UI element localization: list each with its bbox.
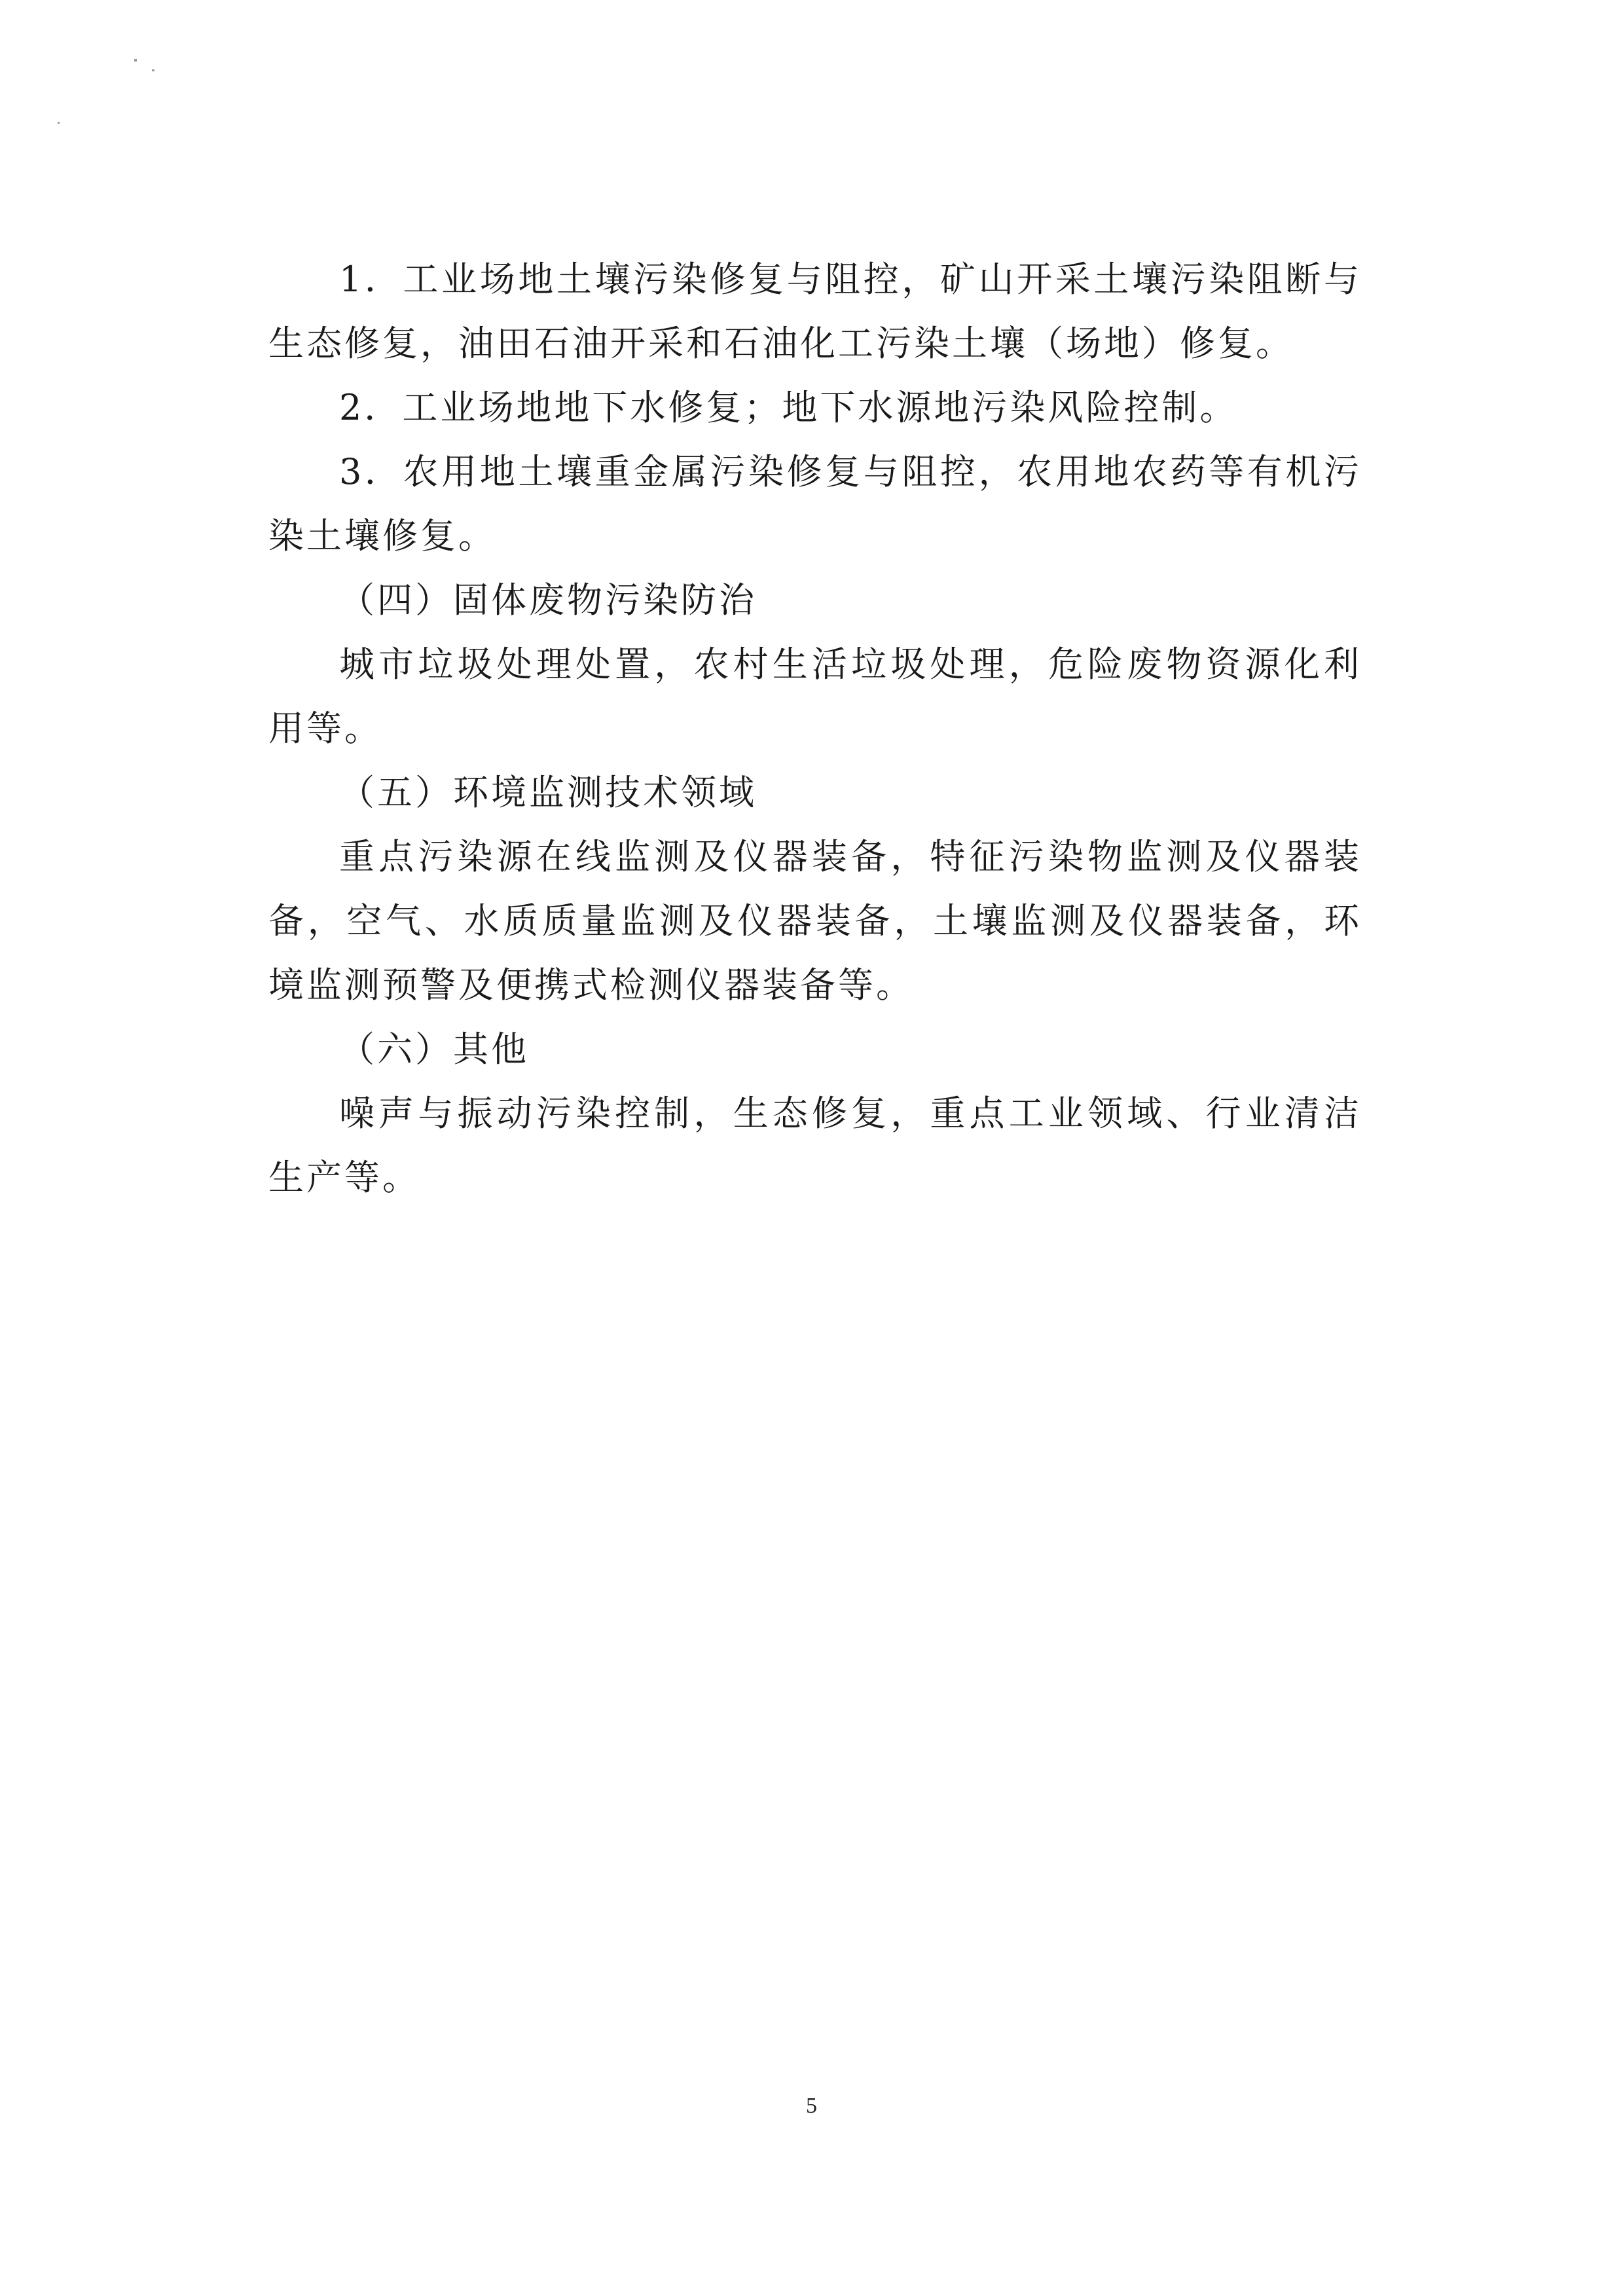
scan-speck <box>134 59 137 62</box>
section-heading-other: （六）其他 <box>339 1029 529 1070</box>
section-body-monitoring: 重点污染源在线监测及仪器装备，特征污染物监测及仪器装备，空气、水质质量监测及仪器装备，土壤监测及仪器装备，环境监测预警及便携式检测仪器装备等。 <box>268 836 1362 1006</box>
list-item-1: 1．工业场地土壤污染修复与阻控，矿山开采土壤污染阻断与生态修复，油田石油开采和石油化工污染土壤（场地）修复。 <box>268 259 1362 364</box>
page-number: 5 <box>806 2094 817 2118</box>
section-body-solid-waste: 城市垃圾处理处置，农村生活垃圾处理，危险废物资源化利用等。 <box>268 644 1362 749</box>
list-item-2: 2．工业场地地下水修复；地下水源地污染风险控制。 <box>339 387 1238 428</box>
scan-speck <box>152 69 155 71</box>
section-body-other: 噪声与振动污染控制，生态修复，重点工业领域、行业清洁生产等。 <box>268 1093 1362 1198</box>
scan-speck <box>58 122 60 124</box>
section-heading-monitoring: （五）环境监测技术领域 <box>339 772 757 813</box>
list-item-3: 3．农用地土壤重金属污染修复与阻控，农用地农药等有机污染土壤修复。 <box>268 451 1362 556</box>
body-text <box>268 247 1362 1210</box>
section-heading-solid-waste: （四）固体废物污染防治 <box>339 579 757 621</box>
